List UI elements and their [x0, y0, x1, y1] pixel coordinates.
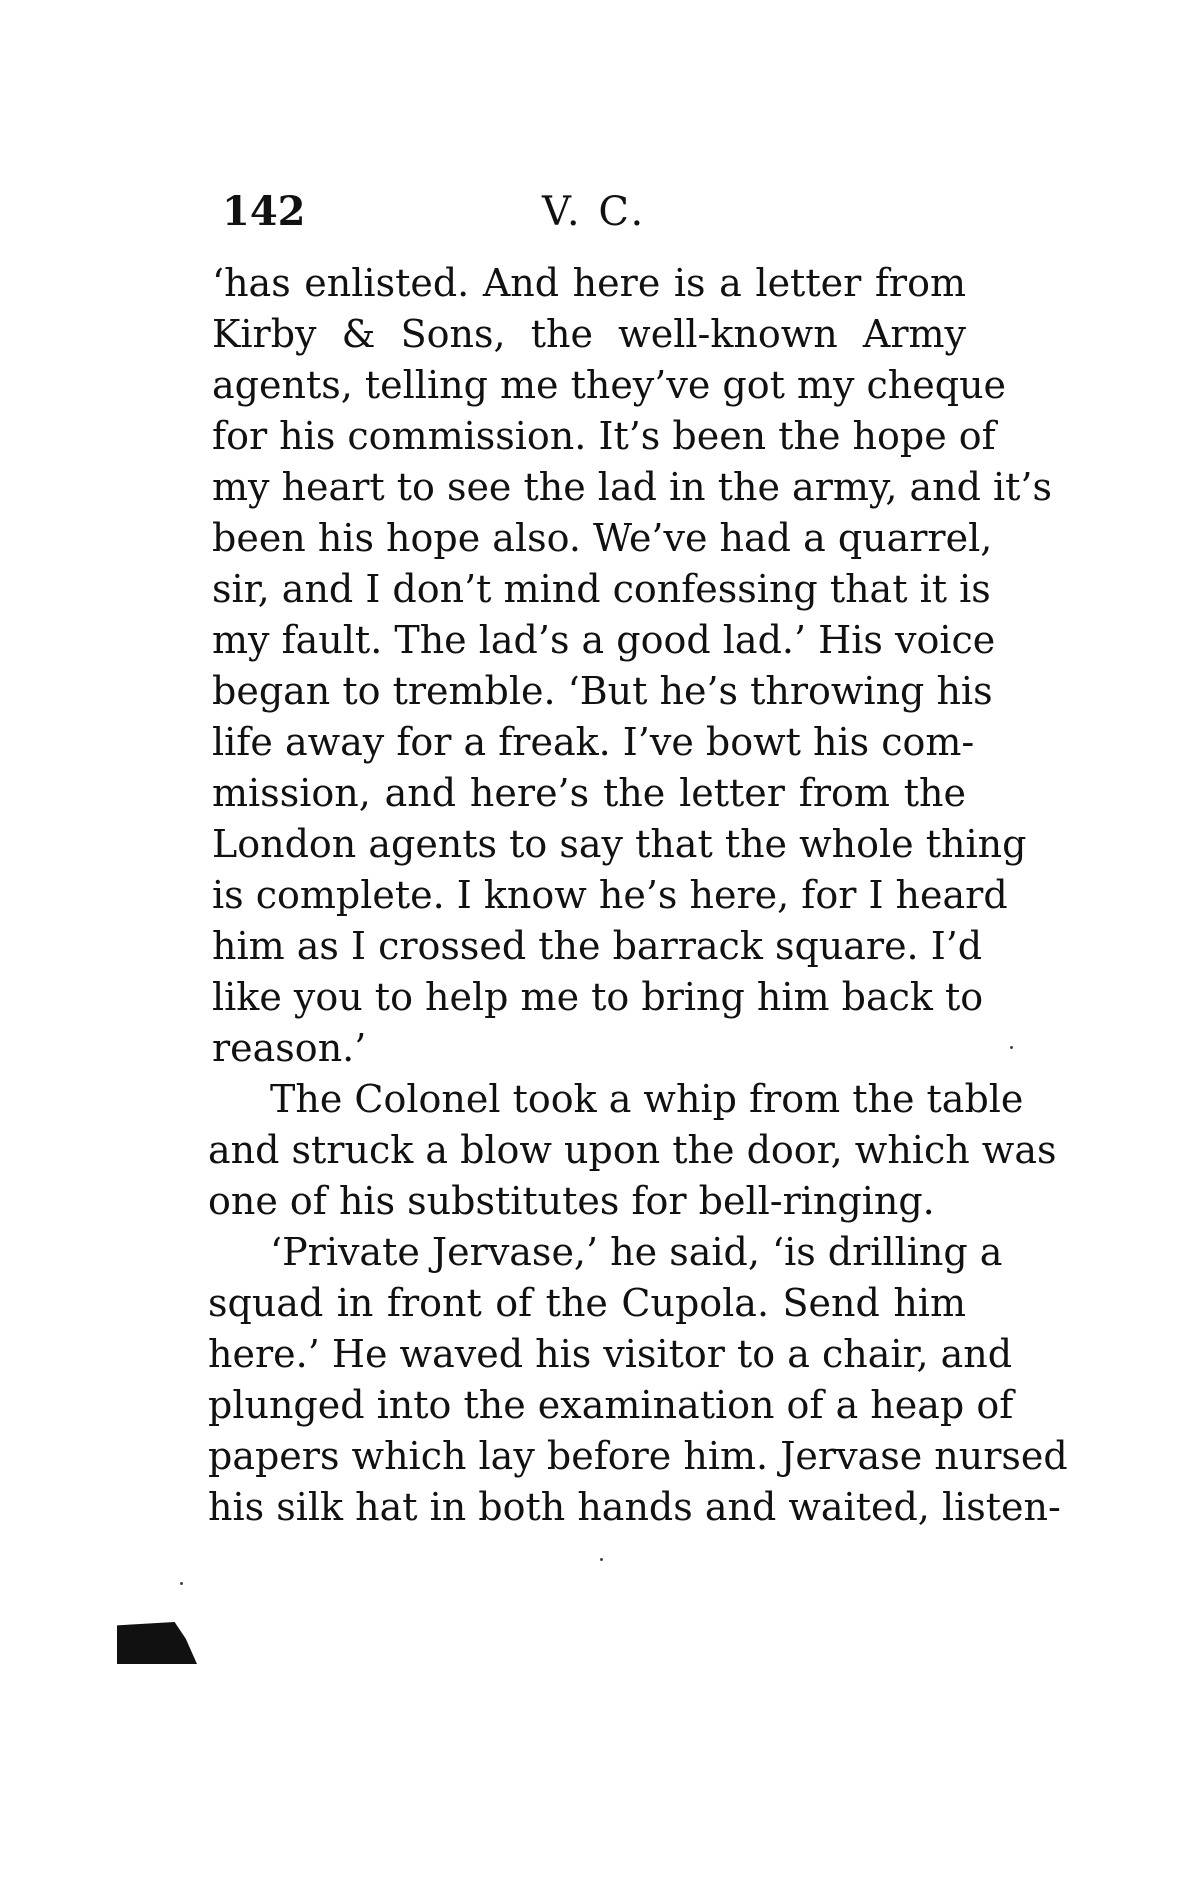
running-title: V. C. — [542, 189, 647, 235]
text-line: one of his substitutes for bell-ringing. — [208, 1179, 935, 1223]
text-line: plunged into the examination of a heap of — [208, 1383, 1014, 1427]
text-line: began to tremble. ‘But he’s throwing his — [212, 669, 993, 713]
text-line: been his hope also. We’ve had a quarrel, — [212, 516, 993, 560]
scan-speck — [600, 1558, 603, 1561]
text-line: Kirby & Sons, the well-known Army — [212, 312, 966, 356]
text-line: papers which lay before him. Jervase nursed — [208, 1434, 1068, 1478]
text-line: agents, telling me they’ve got my cheque — [212, 363, 1007, 407]
scan-artifact — [117, 1622, 197, 1664]
text-line: mission, and here’s the letter from the — [212, 771, 966, 815]
text-line: here.’ He waved his visitor to a chair, and — [208, 1332, 1013, 1376]
text-line: life away for a freak. I’ve bowt his com- — [212, 720, 975, 764]
text-line: his silk hat in both hands and waited, listen- — [208, 1485, 1061, 1529]
text-line: sir, and I don’t mind confessing that it is — [212, 567, 991, 611]
text-line: London agents to say that the whole thing — [212, 822, 1027, 866]
text-line: ‘Private Jervase,’ he said, ‘is drilling a — [270, 1230, 1003, 1274]
scan-speck — [1010, 1046, 1013, 1049]
text-line: The Colonel took a whip from the table — [270, 1077, 1024, 1121]
page-number: 142 — [222, 188, 306, 235]
text-line: is complete. I know he’s here, for I heard — [212, 873, 1008, 917]
text-line: squad in front of the Cupola. Send him — [208, 1281, 966, 1325]
text-line: ‘has enlisted. And here is a letter from — [212, 261, 966, 305]
text-line: my heart to see the lad in the army, and it’s — [212, 465, 1053, 509]
text-line: like you to help me to bring him back to — [212, 975, 984, 1019]
body-text — [208, 258, 1068, 1533]
running-head — [222, 182, 967, 242]
text-line: reason.’ — [212, 1026, 367, 1070]
scan-speck — [180, 1582, 183, 1585]
text-line: my fault. The lad’s a good lad.’ His voice — [212, 618, 996, 662]
text-line: for his commission. It’s been the hope of — [212, 414, 996, 458]
text-line: and struck a blow upon the door, which was — [208, 1128, 1057, 1172]
text-line: him as I crossed the barrack square. I’d — [212, 924, 983, 968]
